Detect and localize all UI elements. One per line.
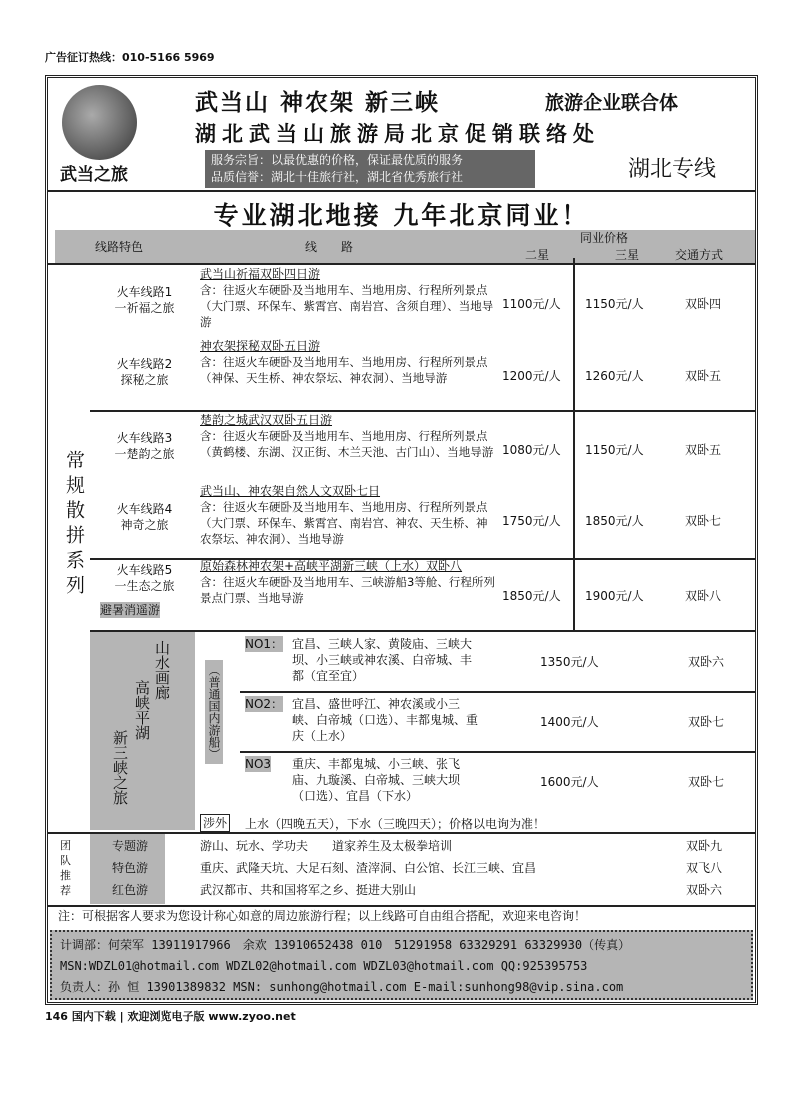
price-two-star: 1750元/人 xyxy=(502,514,561,528)
group-desc: 游山、玩水、学功夫 道家养生及太极拳培训 xyxy=(200,839,453,853)
col-three-star: 三星 xyxy=(615,248,640,262)
gorges-note: 上水（四晚五天），下水（三晚四天）；价格以电询为准！ xyxy=(245,817,546,831)
contact-box xyxy=(50,930,753,1000)
price-three-star: 1150元/人 xyxy=(585,443,644,457)
route-title: 武当山、神农架自然人文双卧七日 xyxy=(200,484,381,498)
transport: 双卧四 xyxy=(685,297,722,311)
route-desc: 含：往返火车硬卧及当地用车、当地用房、行程所列景点（大门票、环保车、紫霄宫、南岩宫、神农、天生桥、神农祭坛、神农洞）、当地导游 xyxy=(200,500,488,546)
price-two-star: 1080元/人 xyxy=(502,443,561,457)
title-main: 武当山 神农架 新三峡 xyxy=(195,90,441,116)
route-title: 武当山祈福双卧四日游 xyxy=(200,267,321,281)
route-desc: 含：往返火车硬卧及当地用车、三峡游船3等舱、行程所列景点门票、当地导游 xyxy=(200,575,495,605)
route-feature-tag: 避暑消遥游 xyxy=(100,603,161,617)
col-feature: 线路特色 xyxy=(95,240,144,254)
logo-image xyxy=(62,85,137,160)
gorges-price: 1400元/人 xyxy=(540,715,599,729)
footer-section: 国内下载 xyxy=(71,1010,116,1023)
route-feature: 火车线路5 一生态之旅 xyxy=(114,563,175,593)
group-name: 特色游 xyxy=(112,861,149,875)
logo-text: 武当之旅 xyxy=(60,165,128,185)
gorges-desc: 宜昌、三峡人家、黄陵庙、三峡大坝、小三峡或神农溪、白帝城、丰都（宜至宜） xyxy=(292,637,473,683)
col-route: 线 路 xyxy=(305,240,354,254)
gorges-transport: 双卧七 xyxy=(688,715,725,729)
regular-category: 常规散拼系列 xyxy=(63,450,85,600)
ad-hotline: 广告征订热线：010-5166 5969 xyxy=(45,51,215,64)
group-transport: 双飞八 xyxy=(686,861,723,875)
gorges-transport: 双卧六 xyxy=(688,655,725,669)
group-transport: 双卧九 xyxy=(686,839,723,853)
gorges-no: NO2： xyxy=(245,697,284,711)
col-price: 同业价格 xyxy=(580,231,629,245)
price-three-star: 1850元/人 xyxy=(585,514,644,528)
transport: 双卧五 xyxy=(685,369,722,383)
col-transport: 交通方式 xyxy=(675,248,724,262)
footer-site: 欢迎浏览电子版 www.zyoo.net xyxy=(127,1010,296,1023)
foreign-tag: 涉外 xyxy=(200,814,230,832)
route-feature: 火车线路1 一祈福之旅 xyxy=(114,285,175,315)
route-title: 原始森林神农架+高峡平湖新三峡（上水）双卧八 xyxy=(200,559,463,573)
price-two-star: 1200元/人 xyxy=(502,369,561,383)
gorges-desc: 重庆、丰都鬼城、小三峡、张飞庙、九璇溪、白帝城、三峡大坝（口选）、宜昌（下水） xyxy=(292,757,461,803)
hubei-special: 湖北专线 xyxy=(628,157,717,182)
route-title: 楚韵之城武汉双卧五日游 xyxy=(200,413,333,427)
transport: 双卧八 xyxy=(685,589,722,603)
gorges-label-b: 高峡平湖 xyxy=(133,680,151,740)
group-name: 专题游 xyxy=(112,839,149,853)
route-feature: 火车线路2 探秘之旅 xyxy=(116,357,173,387)
gorges-price: 1600元/人 xyxy=(540,775,599,789)
gorges-label-a: 山水画廊 xyxy=(153,640,171,700)
route-feature: 火车线路4 神奇之旅 xyxy=(116,502,173,532)
gorges-price: 1350元/人 xyxy=(540,655,599,669)
footer: 146 国内下载 | 欢迎浏览电子版 www.zyoo.net xyxy=(45,1010,296,1023)
route-title: 神农架探秘双卧五日游 xyxy=(200,339,321,353)
price-two-star: 1850元/人 xyxy=(502,589,561,603)
service-box xyxy=(205,150,535,188)
group-category: 团队推荐 xyxy=(60,839,71,897)
transport: 双卧五 xyxy=(685,443,722,457)
gorges-desc: 宜昌、盛世呼江、神农溪或小三峡、白帝城（口选）、丰都鬼城、重庆（上水） xyxy=(292,697,479,743)
price-three-star: 1900元/人 xyxy=(585,589,644,603)
route-desc: 含：往返火车硬卧及当地用车、当地用房、行程所列景点（黄鹤楼、东湖、汉正街、木兰天池、古门山）、当地导游 xyxy=(200,429,494,459)
gorges-no: NO1： xyxy=(245,637,284,651)
route-desc: 含：往返火车硬卧及当地用车、当地用房、行程所列景点（神保、天生桥、神农祭坛、神农洞）、当地导游 xyxy=(200,355,488,385)
route-desc: 含：往返火车硬卧及当地用车、当地用房、行程所列景点（大门票、环保车、紫霄宫、南岩宫、含须自理）、当地导游 xyxy=(200,283,494,329)
gorges-no: NO3 xyxy=(245,757,272,771)
page-number: 146 xyxy=(45,1010,68,1023)
price-three-star: 1260元/人 xyxy=(585,369,644,383)
title-suffix: 旅游企业联合体 xyxy=(545,92,679,114)
group-desc: 武汉都市、共和国将军之乡、挺进大别山 xyxy=(200,883,417,897)
group-transport: 双卧六 xyxy=(686,883,723,897)
gorges-label-c: 新三峡之旅 xyxy=(111,730,129,805)
service-reputation: 品质信誉：湖北十佳旅行社，湖北省优秀旅行社 xyxy=(211,170,464,184)
price-three-star: 1150元/人 xyxy=(585,297,644,311)
group-desc: 重庆、武隆天坑、大足石刻、渣滓洞、白公馆、长江三峡、宜昌 xyxy=(200,861,537,875)
contact-msn: MSN:WDZL01@hotmail.com WDZL02@hotmail.com WDZL03@hotmail.com QQ:925395753 xyxy=(60,959,588,973)
group-name: 红色游 xyxy=(112,883,149,897)
title-office: 湖北武当山旅游局北京促销联络处 xyxy=(195,122,600,146)
gorges-transport: 双卧七 xyxy=(688,775,725,789)
contact-dispatch: 计调部：何荣军 13911917966 余欢 13910652438 010 51291958 63329291 63329930（传真） xyxy=(60,938,631,952)
route-feature: 火车线路3 一楚韵之旅 xyxy=(114,431,175,461)
transport: 双卧七 xyxy=(685,514,722,528)
contact-manager: 负责人：孙 恒 13901389832 MSN: sunhong@hotmail.com E-mail:sunhong98@vip.sina.com xyxy=(60,980,624,994)
service-motto: 服务宗旨：以最优惠的价格，保证最优质的服务 xyxy=(211,153,464,167)
price-two-star: 1100元/人 xyxy=(502,297,561,311)
gorges-ship-tag: （普通国内游船） xyxy=(205,660,223,764)
col-two-star: 二星 xyxy=(525,248,550,262)
slogan: 专业湖北地接 九年北京同业！ xyxy=(213,201,590,230)
table-header xyxy=(55,230,755,263)
note: 注：可根据客人要求为您设计称心如意的周边旅游行程；以上线路可自由组合搭配，欢迎来电咨询！ xyxy=(58,909,587,923)
